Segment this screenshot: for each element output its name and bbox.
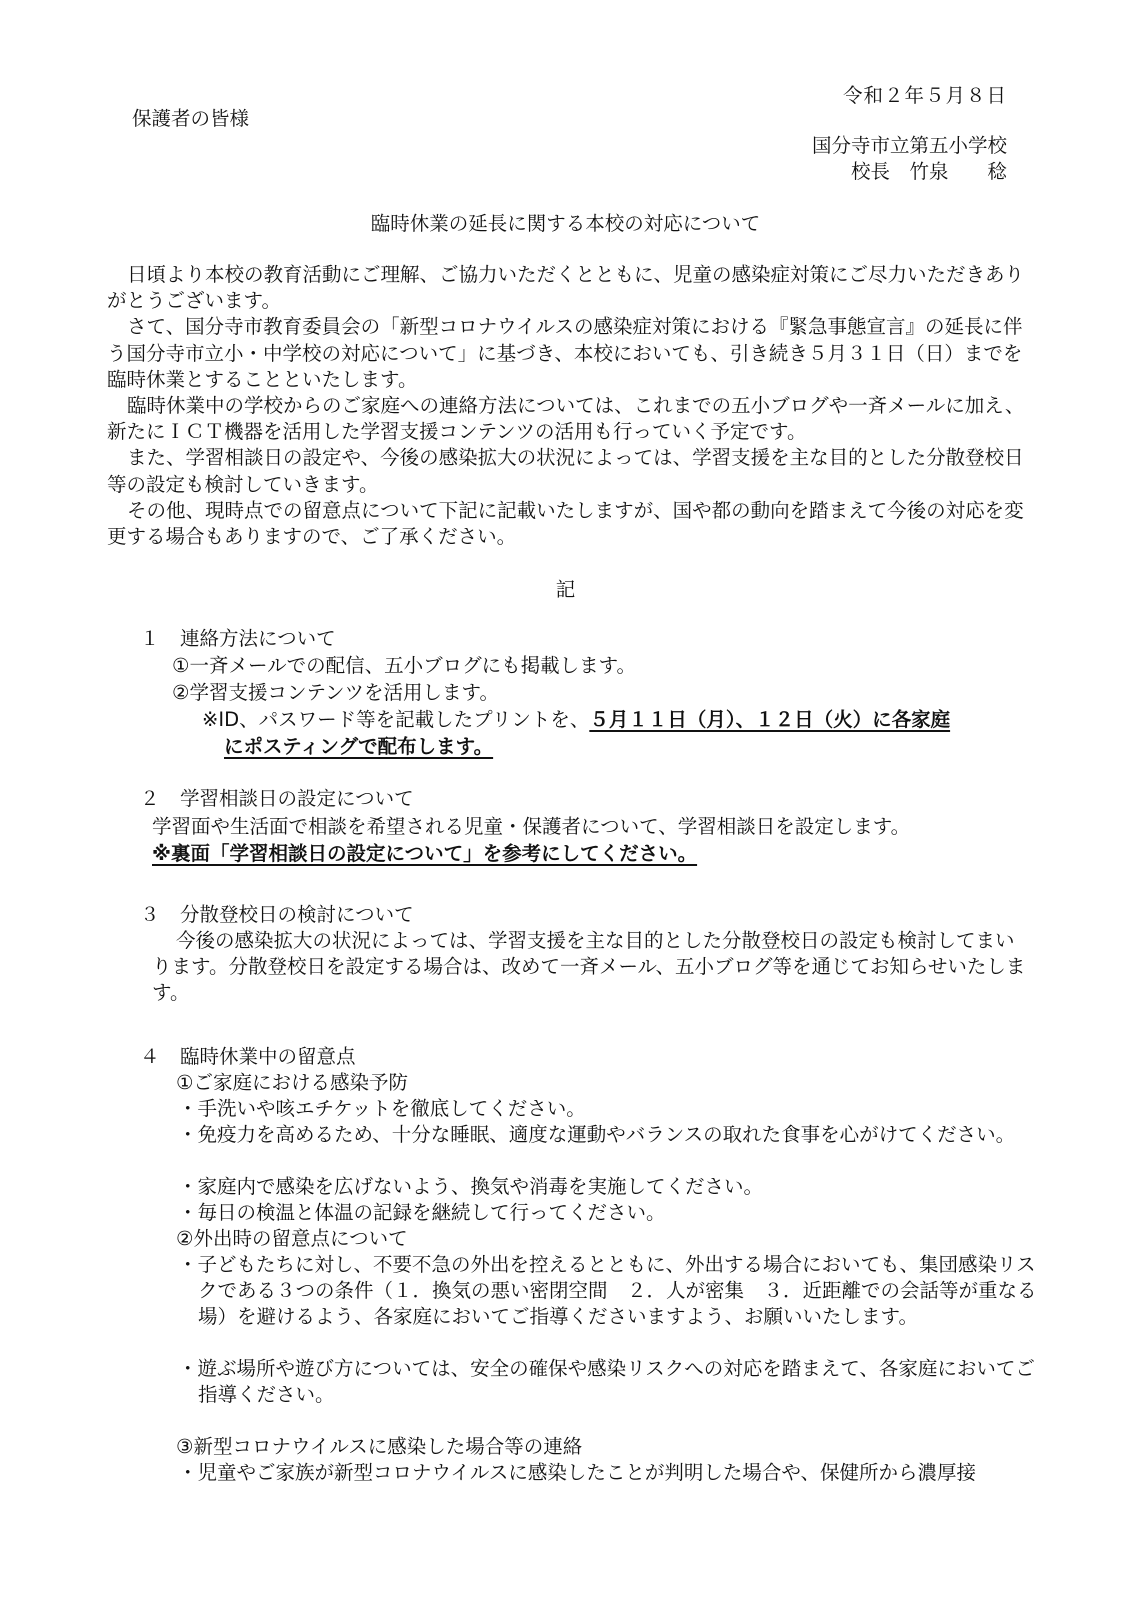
staggered-attendance-body: 今後の感染拡大の状況によっては、学習支援を主な目的とした分散登校日の設定も検討してまいります。分散登校日を設定する場合は、改めて一斉メール、五小ブログ等を通じてお知らせいたします。	[152, 929, 1026, 1004]
list-item: ・児童やご家族が新型コロナウイルスに感染したことが判明した場合や、保健所から濃厚接	[178, 1461, 976, 1484]
intro-paragraph: 日頃より本校の教育活動にご理解、ご協力いただくとともに、児童の感染症対策にご尽力いただきありがとうございます。	[107, 263, 1025, 313]
consultation-note-emphasis: ※裏面「学習相談日の設定について」を参考にしてください。	[152, 842, 698, 865]
contact-item-2: ②学習支援コンテンツを活用します。	[172, 681, 499, 704]
intro-paragraph: その他、現時点での留意点について下記に記載いたしますが、国や都の動向を踏まえて今後の対応を変更する場合もありますので、ご了承ください。	[107, 498, 1024, 549]
list-item: ・毎日の検温と体温の記録を継続して行ってください。	[178, 1201, 666, 1224]
intro-paragraph: また、学習相談日の設定や、今後の感染拡大の状況によっては、学習支援を主な目的とした分散登校日等の設定も検討していきます。	[107, 446, 1024, 496]
contact-item-1: ①一斉メールでの配信、五小ブログにも掲載します。	[172, 654, 637, 677]
section-title: 分散登校日の検討について	[180, 903, 414, 926]
section-title: 学習相談日の設定について	[180, 787, 414, 810]
intro-paragraph: さて、国分寺市教育委員会の「新型コロナウイルスの感染症対策における『緊急事態宣言』の延長に伴う国分寺市立小・中学校の対応について」に基づき、本校においても、引き続き５月３１日（日）までを臨時休業とすることといたします。	[107, 315, 1023, 391]
section-number: ２	[140, 787, 160, 810]
intro-body	[107, 262, 1027, 550]
precaution-subheading: ①ご家庭における感染予防	[176, 1071, 408, 1094]
intro-paragraph: 臨時休業中の学校からのご家庭への連絡方法については、これまでの五小ブログや一斉メールに加え、新たにＩＣＴ機器を活用した学習支援コンテンツの活用も行っていく予定です。	[107, 394, 1025, 444]
consultation-note	[152, 841, 697, 867]
list-item: ・免疫力を高めるため、十分な睡眠、適度な運動やバランスの取れた食事を心がけてください。	[178, 1123, 1016, 1146]
section-title: 連絡方法について	[180, 627, 336, 650]
precaution-subheading: ②外出時の留意点について	[176, 1227, 408, 1250]
consultation-body: 学習面や生活面で相談を希望される児童・保護者について、学習相談日を設定します。	[152, 815, 911, 838]
list-item: ・遊ぶ場所や遊び方については、安全の確保や感染リスクへの対応を踏まえて、各家庭においてご指導ください。	[178, 1357, 1035, 1406]
addressee: 保護者の皆様	[132, 107, 250, 130]
document-date: 令和２年５月８日	[842, 84, 1007, 107]
school-name: 国分寺市立第五小学校	[811, 134, 1007, 157]
precaution-subheading: ③新型コロナウイルスに感染した場合等の連絡	[176, 1435, 583, 1458]
list-item: ・家庭内で感染を広げないよう、換気や消毒を実施してください。	[178, 1175, 764, 1198]
contact-note-emphasis: にポスティングで配布します。	[224, 735, 494, 758]
contact-note	[202, 707, 950, 733]
section-number: ３	[140, 903, 160, 926]
section-heading	[140, 1044, 356, 1070]
section-heading	[140, 786, 414, 812]
contact-note-text: ※ID、パスワード等を記載したプリントを、	[202, 708, 590, 731]
ki-heading: 記	[555, 578, 576, 601]
list-item: ・手洗いや咳エチケットを徹底してください。	[178, 1097, 586, 1120]
section-title: 臨時休業中の留意点	[180, 1045, 356, 1068]
principal-name: 校長 竹泉 稔	[850, 160, 1007, 183]
document-title: 臨時休業の延長に関する本校の対応について	[370, 212, 761, 235]
contact-note-continued	[224, 734, 493, 760]
section-heading	[140, 626, 336, 652]
contact-note-emphasis: ５月１１日（月）、１２日（火）に各家庭	[589, 708, 951, 731]
list-item: ・子どもたちに対し、不要不急の外出を控えるとともに、外出する場合においても、集団感染リスクである３つの条件（１．換気の悪い密閉空間 ２．人が密集 ３．近距離での会話等が重なる場）を避けるよう、各家庭においてご指導くださいますよう、お願いいたします。	[178, 1253, 1037, 1328]
section-heading	[140, 902, 414, 928]
section-number: ４	[140, 1045, 160, 1068]
section-number: １	[140, 627, 160, 650]
